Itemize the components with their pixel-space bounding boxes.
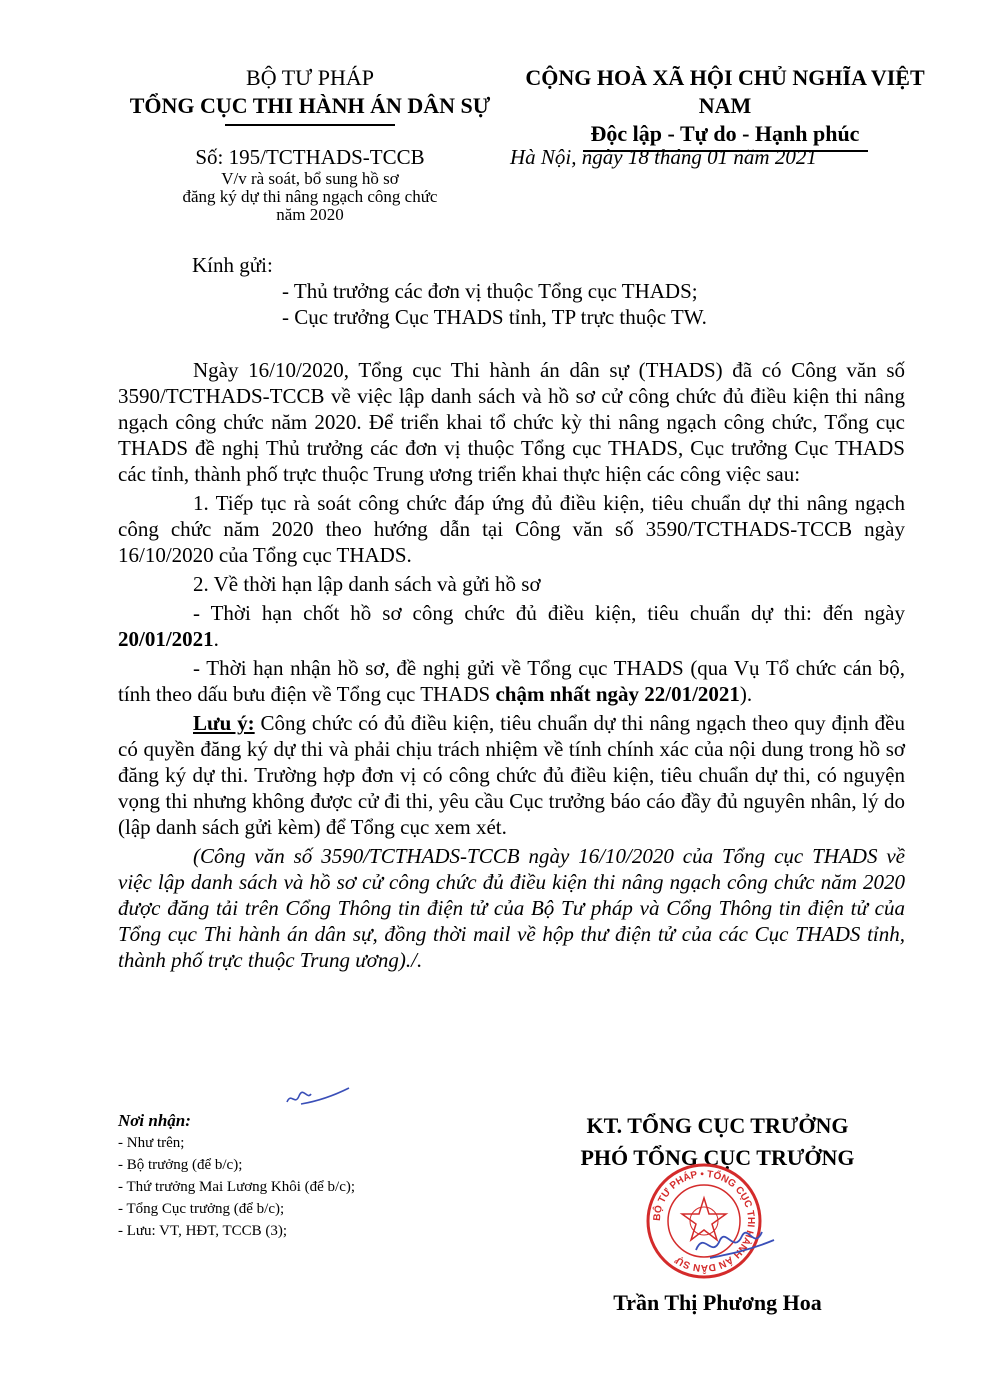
subject-line-1: V/v rà soát, bổ sung hồ sơ (221, 169, 399, 188)
national-heading (500, 64, 950, 152)
recipient-item: - Thủ trưởng các đơn vị thuộc Tổng cục THADS; (282, 279, 698, 303)
body-paragraph-3: 2. Về thời hạn lập danh sách và gửi hồ sơ (193, 572, 541, 596)
handwritten-signature (690, 1210, 780, 1270)
place-date: Hà Nội, ngày 18 tháng 01 năm 2021 (510, 145, 817, 169)
body-paragraph-2: 1. Tiếp tục rà soát công chức đáp ứng đủ điều kiện, tiêu chuẩn dự thi nâng ngạch công chức năm 2020 theo hướng dẫn tại Công văn số 3590/TCTHADS-TCCB ngày 16/10/2020 của Tổng cục THADS. (118, 491, 905, 567)
subject-line-2: đăng ký dự thi nâng ngạch công chức (182, 187, 438, 206)
letter-body (118, 357, 905, 973)
issuer-underline (225, 124, 395, 126)
recipient-item: - Cục trưởng Cục THADS tỉnh, TP trực thuộc TW. (282, 305, 707, 329)
signature-title-2: PHÓ TỔNG CỤC TRƯỞNG (580, 1145, 855, 1170)
ministry-name: BỘ TƯ PHÁP (246, 65, 374, 90)
subject-line-3: năm 2020 (276, 205, 344, 224)
distribution-item: - Lưu: VT, HĐT, TCCB (3); (118, 1223, 288, 1239)
note-paragraph (118, 710, 905, 840)
initials-scribble (283, 1080, 353, 1112)
national-motto: Độc lập - Tự do - Hạnh phúc (590, 121, 860, 146)
deadline-date: 20/01/2021 (118, 627, 214, 651)
distribution-item: - Thứ trưởng Mai Lương Khôi (để b/c); (118, 1179, 356, 1195)
body-paragraph-1: Ngày 16/10/2020, Tổng cục Thi hành án dân sự (THADS) đã có Công văn số 3590/TCTHADS-TCCB về việc lập danh sách và hồ sơ cử công chức đủ điều kiện thi nâng ngạch công chức năm 2020. Để triển khai tổ chức kỳ thi nâng ngạch công chức, Tổng cục THADS đề nghị Thủ trưởng các đơn vị thuộc Tổng cục THADS, Cục trưởng Cục THADS các tỉnh, thành phố trực thuộc Trung ương triển khai thực hiện các công việc sau: (118, 358, 905, 486)
distribution-item: - Tổng Cục trưởng (để b/c); (118, 1201, 285, 1217)
distribution-item: - Như trên; (118, 1135, 185, 1151)
note-label: Lưu ý: (193, 711, 255, 735)
signer-name: Trần Thị Phương Hoa (613, 1290, 822, 1315)
signature-title-1: KT. TỔNG CỤC TRƯỞNG (586, 1113, 849, 1138)
distribution-item: - Bộ trưởng (để b/c); (118, 1157, 243, 1173)
body-paragraph-5 (118, 655, 905, 707)
reference-paragraph: (Công văn số 3590/TCTHADS-TCCB ngày 16/10/2020 của Tổng cục THADS về việc lập danh sách và hồ sơ cử công chức đủ điều kiện thi nâng ngạch công chức năm 2020 được đăng tải trên Cổng Thông tin điện tử của Bộ Tư pháp và Cổng Thông tin điện tử của Tổng cục Thi hành án dân sự, đồng thời mail về hộp thư điện tử của các Cục THADS tỉnh, thành phố trực thuộc Trung ương)./. (118, 844, 905, 972)
distribution-list (118, 1110, 538, 1242)
document-number: Số: 195/TCTHADS-TCCB (195, 145, 425, 169)
submission-text: - Thời hạn nhận hồ sơ, đề nghị gửi về Tổng cục THADS (qua Vụ Tổ chức cán bộ, tính theo dấu bưu điện về Tổng cục THADS (118, 656, 905, 706)
distribution-title: Nơi nhận: (118, 1111, 191, 1130)
document-number-block (120, 144, 500, 224)
deadline-end: . (213, 627, 219, 651)
body-paragraph-4 (118, 600, 905, 652)
note-text: Công chức có đủ điều kiện, tiêu chuẩn dự thi nâng ngạch theo quy định đều có quyền đăng ký dự thi và phải chịu trách nhiệm về tính chính xác của nội dung trong hồ sơ đăng ký dự thi. Trường hợp đơn vị có công chức đủ điều kiện, tiêu chuẩn dự thi, có nguyện vọng thi nhưng không được cử đi thi, yêu cầu Cục trưởng báo cáo đầy đủ nguyên nhân, lý do (lập danh sách gửi kèm) để Tổng cục xem xét. (118, 711, 905, 839)
issuer-block (120, 64, 500, 126)
submission-end: ). (739, 682, 753, 706)
svg-text:BỘ TƯ PHÁP • TỔNG CỤC THI HÀNH: BỘ TƯ PHÁP • TỔNG CỤC THI HÀNH ÁN DÂN SỰ (651, 1168, 757, 1274)
department-name: TỔNG CỤC THI HÀNH ÁN DÂN SỰ (129, 93, 491, 118)
greeting: Kính gửi: (192, 253, 273, 277)
deadline-text: - Thời hạn chốt hồ sơ công chức đủ điều kiện, tiêu chuẩn dự thi: đến ngày (193, 601, 905, 625)
submission-deadline: chậm nhất ngày 22/01/2021 (495, 682, 740, 706)
republic-title: CỘNG HOÀ XÃ HỘI CHỦ NGHĨA VIỆT NAM (525, 65, 925, 118)
